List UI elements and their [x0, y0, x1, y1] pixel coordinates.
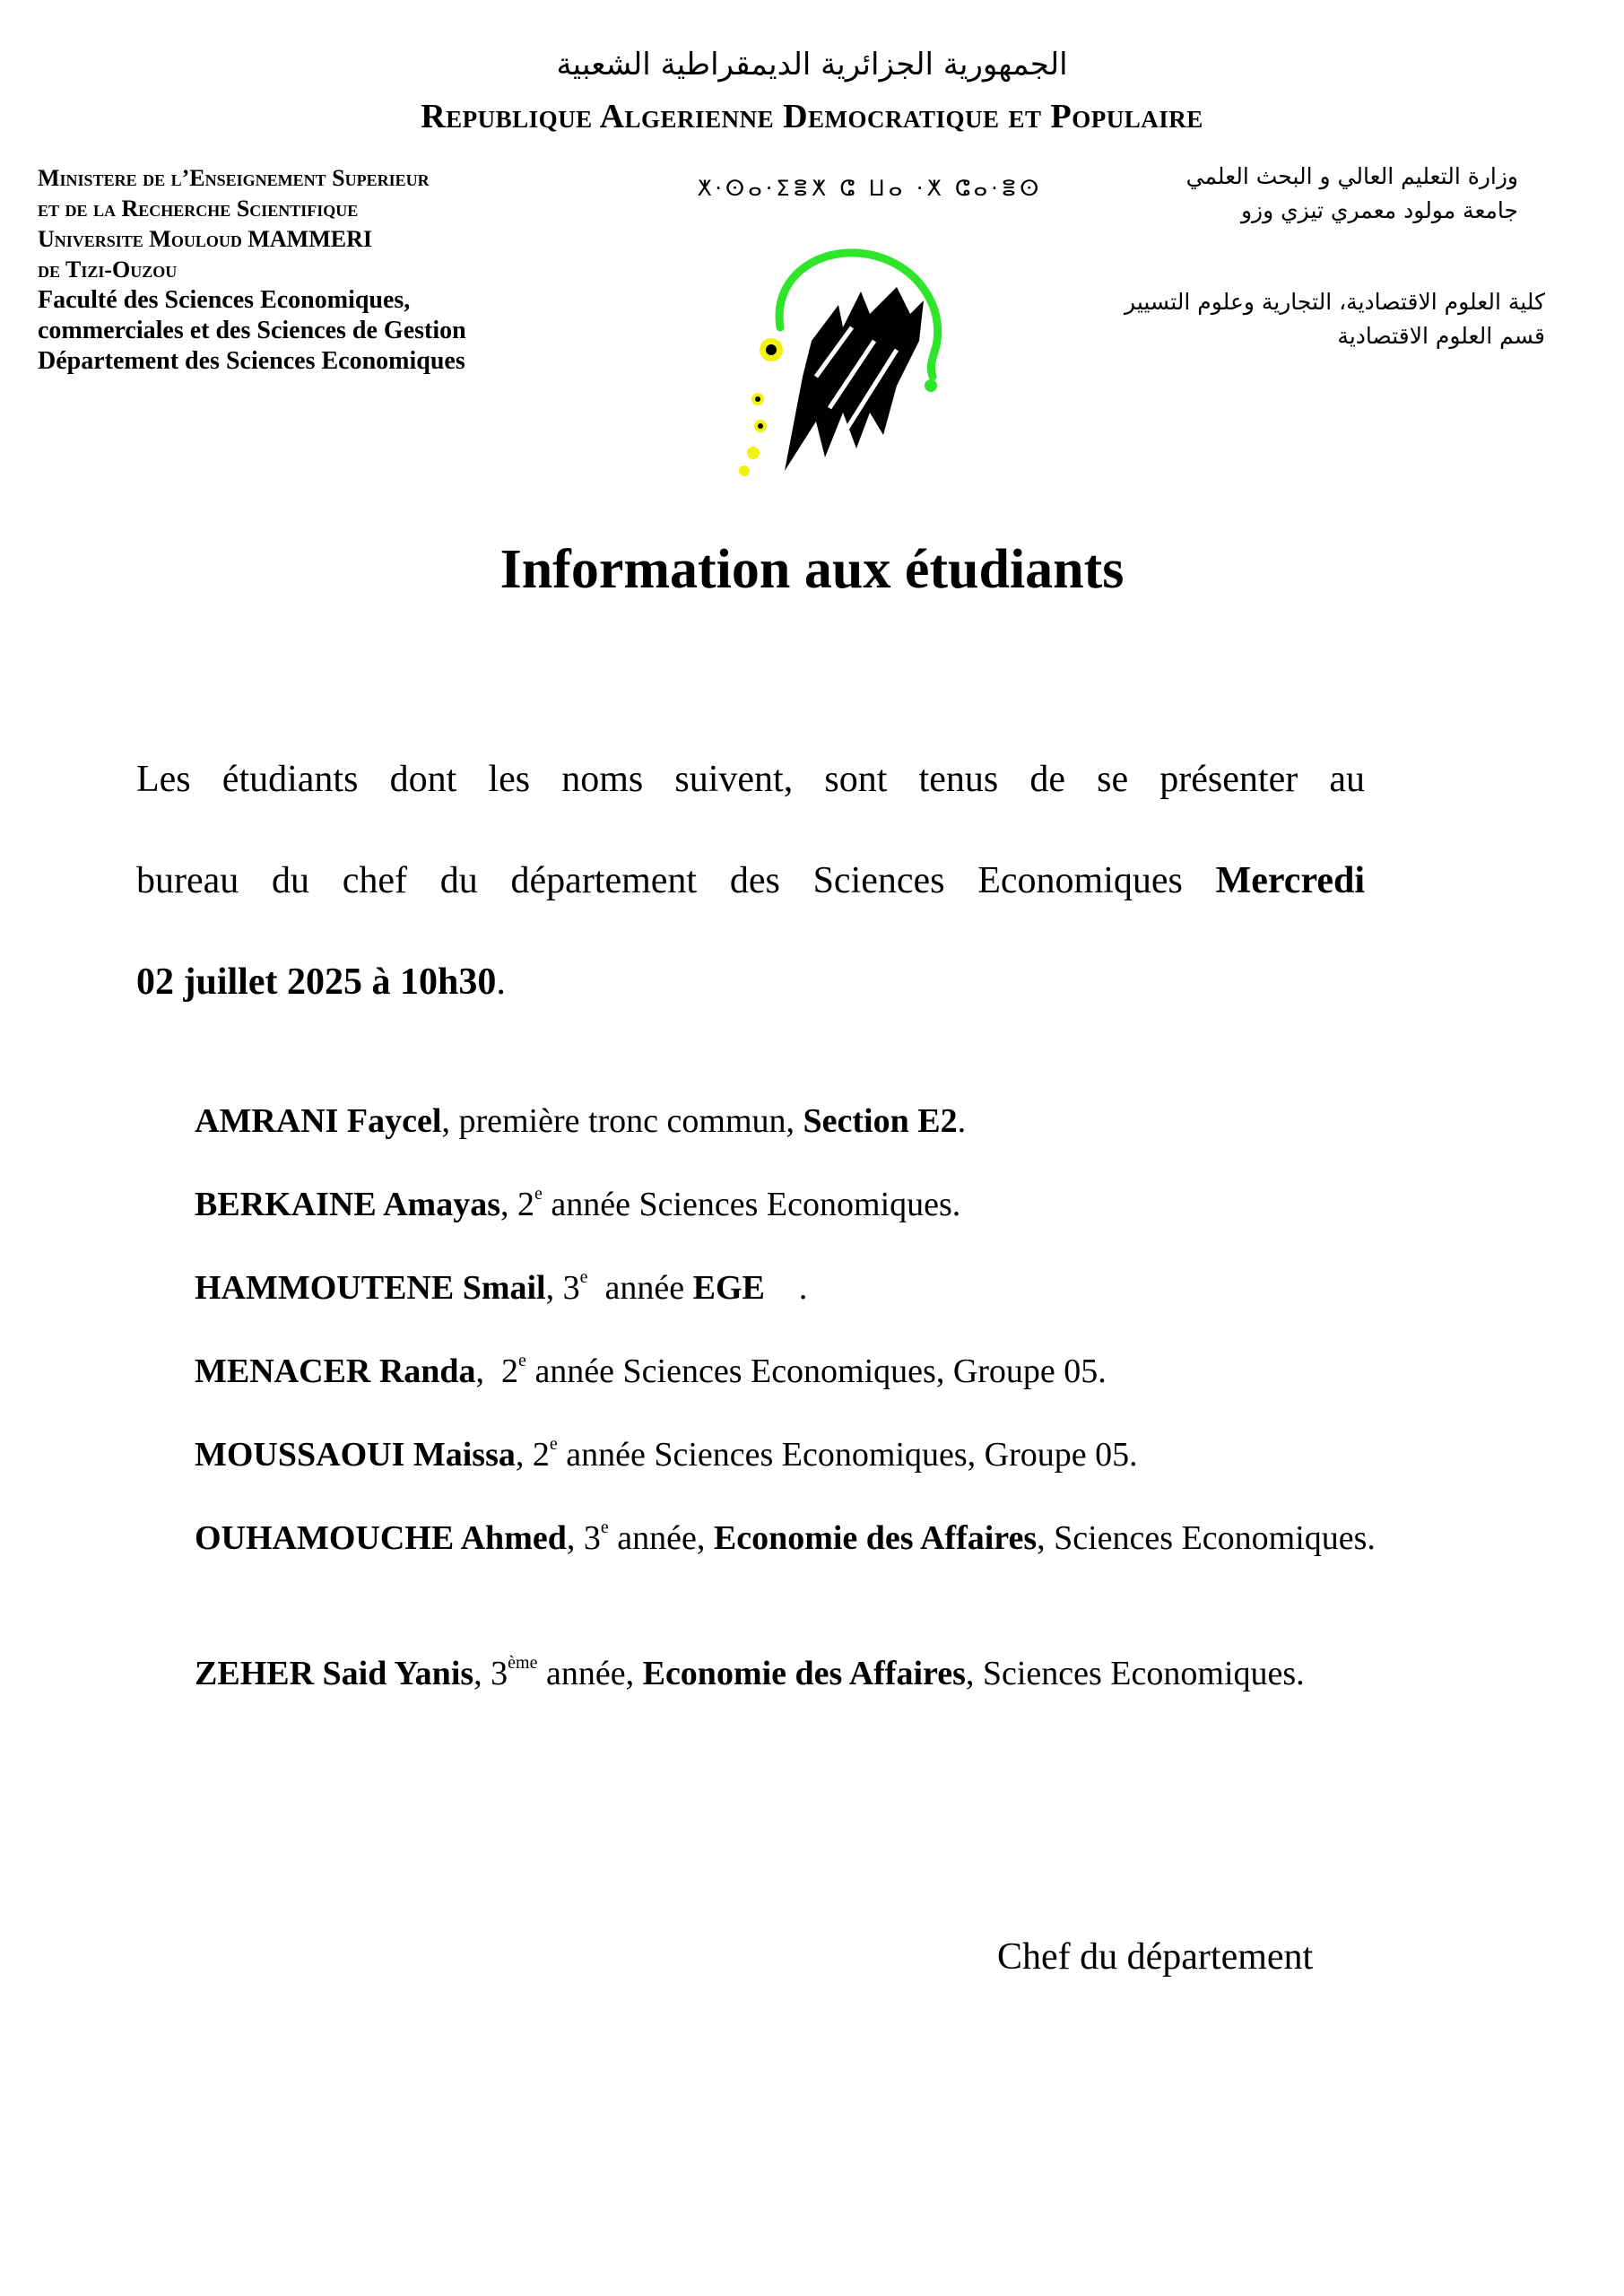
header-left-institution [38, 163, 612, 377]
student-name: ZEHER Said Yanis [195, 1655, 474, 1692]
student-entry: MENACER Randa, 2e année Sciences Economiques, Groupe 05. [195, 1351, 1107, 1390]
university-line-2: de Tizi-Ouzou [38, 257, 178, 283]
department-line: Département des Sciences Economiques [38, 347, 465, 375]
university-line-1: Universite Mouloud MAMMERI [38, 226, 372, 252]
header-right-institution [1016, 160, 1518, 228]
intro-line-3: 02 juillet 2025 à 10h30. [136, 961, 506, 1003]
faculty-line-1: Faculté des Sciences Economiques, [38, 286, 411, 314]
arabic-faculty: كلية العلوم الاقتصادية، التجارية وعلوم التسيير [1125, 289, 1545, 315]
student-entry: ZEHER Said Yanis, 3ème année, Economie des Affaires, Sciences Economiques. [195, 1653, 1305, 1692]
header-arabic-republic: الجمهورية الجزائرية الديمقراطية الشعبية [556, 47, 1068, 83]
intro-line-1: Les étudiants dont les noms suivent, sont tenus de se présenter au [136, 759, 1365, 800]
arabic-university: جامعة مولود معمري تيزي وزو [1240, 197, 1518, 223]
arabic-department: قسم العلوم الاقتصادية [1337, 323, 1545, 349]
meeting-day: Mercredi [1215, 860, 1365, 901]
header-right-faculty [1007, 285, 1545, 353]
student-name: MOUSSAOUI Maissa [195, 1436, 516, 1474]
student-entry: BERKAINE Amayas, 2e année Sciences Economiques. [195, 1184, 961, 1223]
ministry-line-2: et de la Recherche Scientifique [38, 196, 359, 222]
student-entry: OUHAMOUCHE Ahmed, 3e année, Economie des Affaires, Sciences Economiques. [195, 1518, 1376, 1557]
header-french-republic: Republique Algerienne Democratique et Populaire [421, 98, 1203, 135]
logo-black-shape [785, 287, 924, 471]
student-name: BERKAINE Amayas [195, 1186, 500, 1223]
student-entry: HAMMOUTENE Smail, 3e année EGE . [195, 1267, 808, 1307]
signature-title: Chef du département [997, 1936, 1314, 1978]
student-name: MENACER Randa [195, 1352, 476, 1390]
faculty-line-2: commerciales et des Sciences de Gestion [38, 317, 466, 344]
logo-green-dot [925, 379, 937, 392]
student-name: AMRANI Faycel [195, 1102, 442, 1140]
student-entry: AMRANI Faycel, première tronc commun, Section E2. [195, 1102, 967, 1140]
university-logo [717, 242, 986, 484]
ministry-line-1: Ministere de l’Enseignement Superieur [38, 165, 430, 191]
student-name: OUHAMOUCHE Ahmed [195, 1519, 567, 1557]
student-entry: MOUSSAOUI Maissa, 2e année Sciences Economiques, Groupe 05. [195, 1434, 1138, 1474]
tifinagh-university-name: ⵅ·ⵙⴰ·ⵉⴻⵅ ⵛ ⵡⴰ ·ⵅ ⵛⴰ·ⴻⵙ [697, 176, 1043, 201]
meeting-date-time: 02 juillet 2025 à 10h30 [136, 961, 497, 1003]
logo-yellow-dot-4 [747, 447, 760, 459]
arabic-ministry: وزارة التعليم العالي و البحث العلمي [1185, 163, 1518, 189]
logo-yellow-dot-5 [739, 465, 750, 476]
student-name: HAMMOUTENE Smail [195, 1269, 546, 1307]
intro-line-2: bureau du chef du département des Sciences Economiques Mercredi [136, 860, 1365, 901]
page-title: Information aux étudiants [499, 539, 1125, 600]
